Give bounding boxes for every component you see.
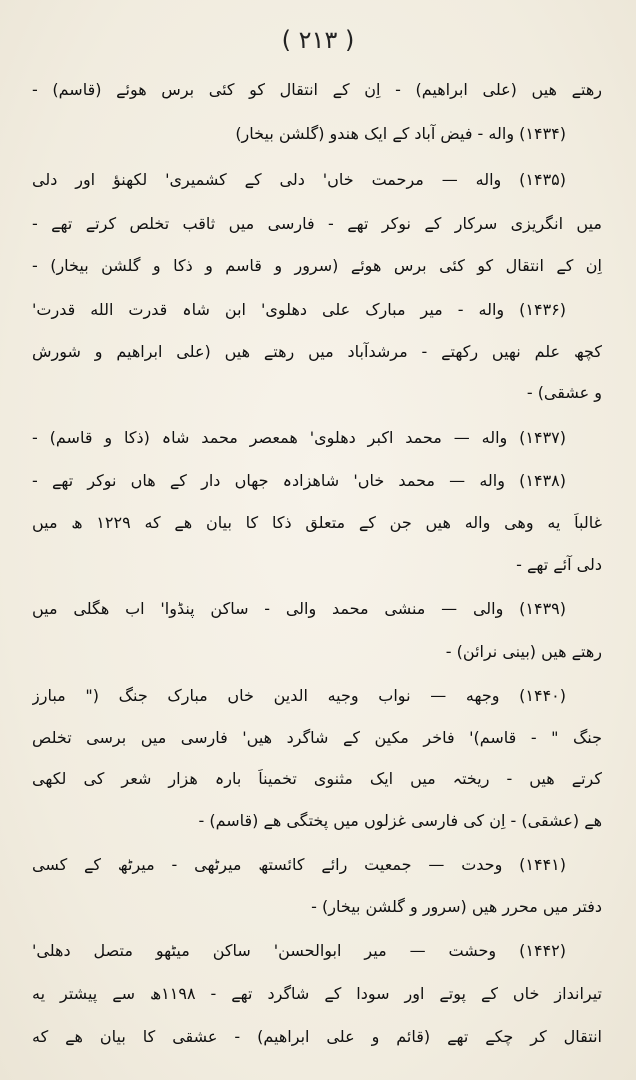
text-line: (۱۴۴۲) وحشت — میر ابوالحسن' ساکن میٹھو متصل دهلی' bbox=[32, 941, 566, 960]
text-line: (۱۴۴۰) وجهه — نواب وجیه الدین خاں مبارک جنگ (" مبارز bbox=[32, 686, 566, 705]
text-line: (۱۴۳۹) والی — منشی محمد والی - ساکن پنڈوا' اب هگلی میں bbox=[32, 599, 566, 618]
text-line: رهتے هیں (علی ابراهیم) - اِن کے انتقال کو کئی برس هوئے (قاسم) - bbox=[32, 80, 602, 99]
text-line: انتقال کر چکے تھے (قائم و علی ابراهیم) - عشقی کا بیان هے که bbox=[32, 1027, 602, 1046]
text-line: (۱۴۳۷) واله — محمد اکبر دهلوی' همعصر محمد شاہ (ذکا و قاسم) - bbox=[32, 428, 566, 447]
text-line: دفتر میں محرر هیں (سرور و گلشن بیخار) - bbox=[311, 897, 602, 916]
text-line: دلی آئے تھے - bbox=[516, 555, 602, 574]
text-line: (۱۴۳۶) واله - میر مبارک علی دهلوی' ابن شاہ قدرت الله قدرت' bbox=[32, 300, 566, 319]
text-line: رهتے هیں (بینی نرائن) - bbox=[445, 642, 602, 661]
text-line: هے (عشقی) - اِن کی فارسی غزلوں میں پختگی هے (قاسم) - bbox=[198, 811, 602, 830]
text-line: کرتے هیں - ریختہ میں ایک مثنوی تخمیناً بارہ هزار شعر کی لکھی bbox=[32, 769, 602, 788]
text-line: (۱۴۳۸) واله — محمد خاں' شاهزادہ جهاں دار کے هاں نوکر تھے - bbox=[32, 471, 566, 490]
text-line: اِن کے انتقال کو کئی برس هوئے (سرور و قاسم و ذکا و گلشن بیخار) - bbox=[32, 256, 602, 275]
text-line: (۱۴۳۴) واله - فیض آباد کے ایک هندو (گلشن بیخار) bbox=[235, 124, 566, 143]
page-number: ( ۲۱۳ ) bbox=[281, 26, 355, 54]
text-line: جنگ " - قاسم)' فاخر مکین کے شاگرد هیں' فارسی میں برسی تخلص bbox=[32, 728, 602, 747]
text-line: میں انگریزی سرکار کے نوکر تھے - فارسی میں ثاقب تخلص کرتے تھے - bbox=[32, 214, 602, 233]
text-line: و عشقی) - bbox=[526, 383, 602, 402]
text-line: (۱۴۴۱) وحدت — جمعیت رائے کائستھ میرٹھی - میرٹھ کے کسی bbox=[32, 855, 566, 874]
text-line: تیرانداز خاں کے پوتے اور سودا کے شاگرد تھے - ۱۱۹۸ھ سے پیشتر یه bbox=[32, 984, 602, 1003]
text-line: (۱۴۳۵) واله — مرحمت خاں' دلی کے کشمیری' لکھنؤ اور دلی bbox=[32, 170, 566, 189]
text-line: غالباً یه وهی واله هیں جن کے متعلق ذکا کا بیان هے که ۱۲۲۹ ھ میں bbox=[32, 513, 602, 532]
text-line: کچھ علم نهیں رکھتے - مرشدآباد میں رهتے هیں (علی ابراهیم و شورش bbox=[32, 342, 602, 361]
